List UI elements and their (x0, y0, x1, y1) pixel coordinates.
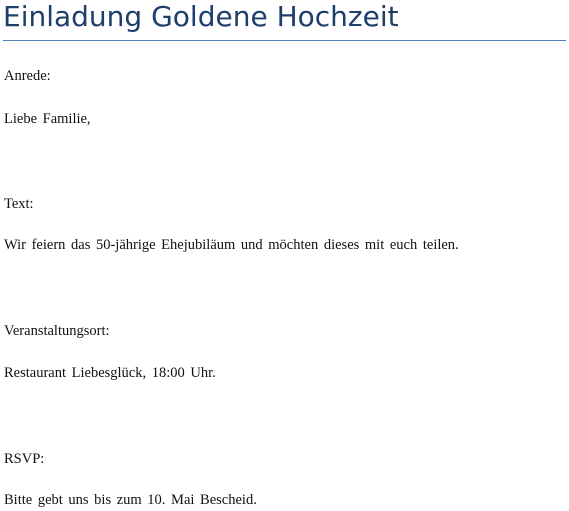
rsvp-label: RSVP: (4, 451, 45, 467)
title-underline (3, 40, 566, 41)
venue-label: Veranstaltungsort: (4, 323, 110, 339)
salutation-label: Anrede: (4, 68, 51, 84)
text-value: Wir feiern das 50-jährige Ehejubiläum und möchten dieses mit euch teilen. (4, 237, 459, 253)
document-title: Einladung Goldene Hochzeit (3, 0, 399, 33)
text-label: Text: (4, 196, 34, 212)
rsvp-value: Bitte gebt uns bis zum 10. Mai Bescheid. (4, 492, 257, 508)
salutation-value: Liebe Familie, (4, 111, 91, 127)
venue-value: Restaurant Liebesglück, 18:00 Uhr. (4, 365, 216, 381)
